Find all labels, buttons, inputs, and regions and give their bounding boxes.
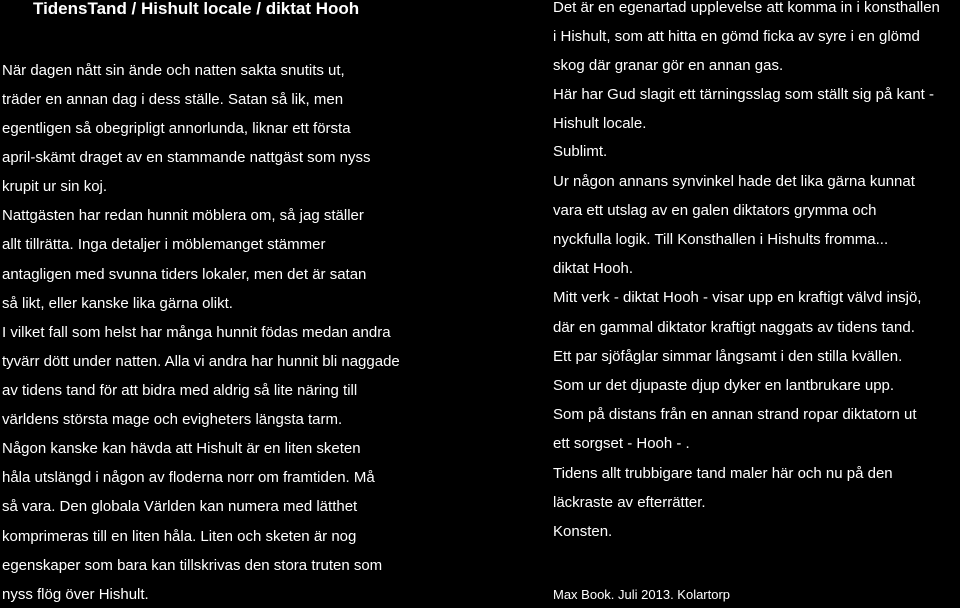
right-text-line: Som ur det djupaste djup dyker en lantbrukare upp. bbox=[553, 377, 895, 394]
right-text-line: Som på distans från en annan strand ropar diktatorn ut bbox=[553, 406, 917, 423]
left-text-line: I vilket fall som helst har många hunnit födas medan andra bbox=[2, 324, 391, 341]
right-text-line: i Hishult, som att hitta en gömd ficka av syre i en glömd bbox=[553, 28, 920, 45]
left-text-line: egentligen så obegripligt annorlunda, liknar ett första bbox=[2, 120, 351, 137]
right-text-line: Hishult locale. bbox=[553, 115, 647, 132]
right-text-line: Tidens allt trubbigare tand maler här och nu på den bbox=[553, 465, 893, 482]
left-text-line: världens största mage och evigheters längsta tarm. bbox=[2, 411, 343, 428]
right-text-line: läckraste av efterrätter. bbox=[553, 494, 706, 511]
right-text-line: diktat Hooh. bbox=[553, 260, 634, 277]
right-text-line: Konsten. bbox=[553, 523, 613, 540]
left-text-line: så vara. Den globala Världen kan numera med lätthet bbox=[2, 498, 358, 515]
left-text-line: antagligen med svunna tiders lokaler, men det är satan bbox=[2, 266, 367, 283]
right-text-line: Sublimt. bbox=[553, 143, 608, 160]
left-text-line: När dagen nått sin ände och natten sakta snutits ut, bbox=[2, 62, 345, 79]
right-text-line: vara ett utslag av en galen diktators grymma och bbox=[553, 202, 877, 219]
right-text-line: Ett par sjöfåglar simmar långsamt i den stilla kvällen. bbox=[553, 348, 903, 365]
left-text-line: så likt, eller kanske lika gärna olikt. bbox=[2, 295, 233, 312]
left-text-line: nyss flög över Hishult. bbox=[2, 586, 149, 603]
left-text-line: håla utslängd i någon av floderna norr om framtiden. Må bbox=[2, 469, 375, 486]
right-text-line: Här har Gud slagit ett tärningsslag som ställt sig på kant - bbox=[553, 86, 935, 103]
left-text-line: april-skämt draget av en stammande nattgäst som nyss bbox=[2, 149, 371, 166]
left-text-line: allt tillrätta. Inga detaljer i möblemanget stämmer bbox=[2, 236, 326, 253]
right-text-line: Det är en egenartad upplevelse att komma in i konsthallen bbox=[553, 0, 940, 16]
left-text-line: krupit ur sin koj. bbox=[2, 178, 108, 195]
right-text-line: ett sorgset - Hooh - . bbox=[553, 435, 690, 452]
right-text-line: nyckfulla logik. Till Konsthallen i Hishults fromma... bbox=[553, 231, 889, 248]
right-text-line: skog där granar gör en annan gas. bbox=[553, 57, 784, 74]
left-text-line: tyvärr dött under natten. Alla vi andra har hunnit bli naggade bbox=[2, 353, 400, 370]
left-text-line: av tidens tand för att bidra med aldrig så lite näring till bbox=[2, 382, 358, 399]
left-text-line: komprimeras till en liten håla. Liten och sketen är nog bbox=[2, 528, 357, 545]
signature: Max Book. Juli 2013. Kolartorp bbox=[553, 587, 731, 602]
left-text-line: egenskaper som bara kan tillskrivas den stora truten som bbox=[2, 557, 383, 574]
left-text-line: Någon kanske kan hävda att Hishult är en liten sketen bbox=[2, 440, 361, 457]
right-text-line: Mitt verk - diktat Hooh - visar upp en kraftigt välvd insjö, bbox=[553, 289, 922, 306]
left-text-line: Nattgästen har redan hunnit möblera om, så jag ställer bbox=[2, 207, 364, 224]
page-title: TidensTand / Hishult locale / diktat Hooh bbox=[33, 0, 360, 18]
left-text-line: träder en annan dag i dess ställe. Satan så lik, men bbox=[2, 91, 344, 108]
right-text-line: där en gammal diktator kraftigt naggats av tidens tand. bbox=[553, 319, 915, 336]
right-text-line: Ur någon annans synvinkel hade det lika gärna kunnat bbox=[553, 173, 915, 190]
